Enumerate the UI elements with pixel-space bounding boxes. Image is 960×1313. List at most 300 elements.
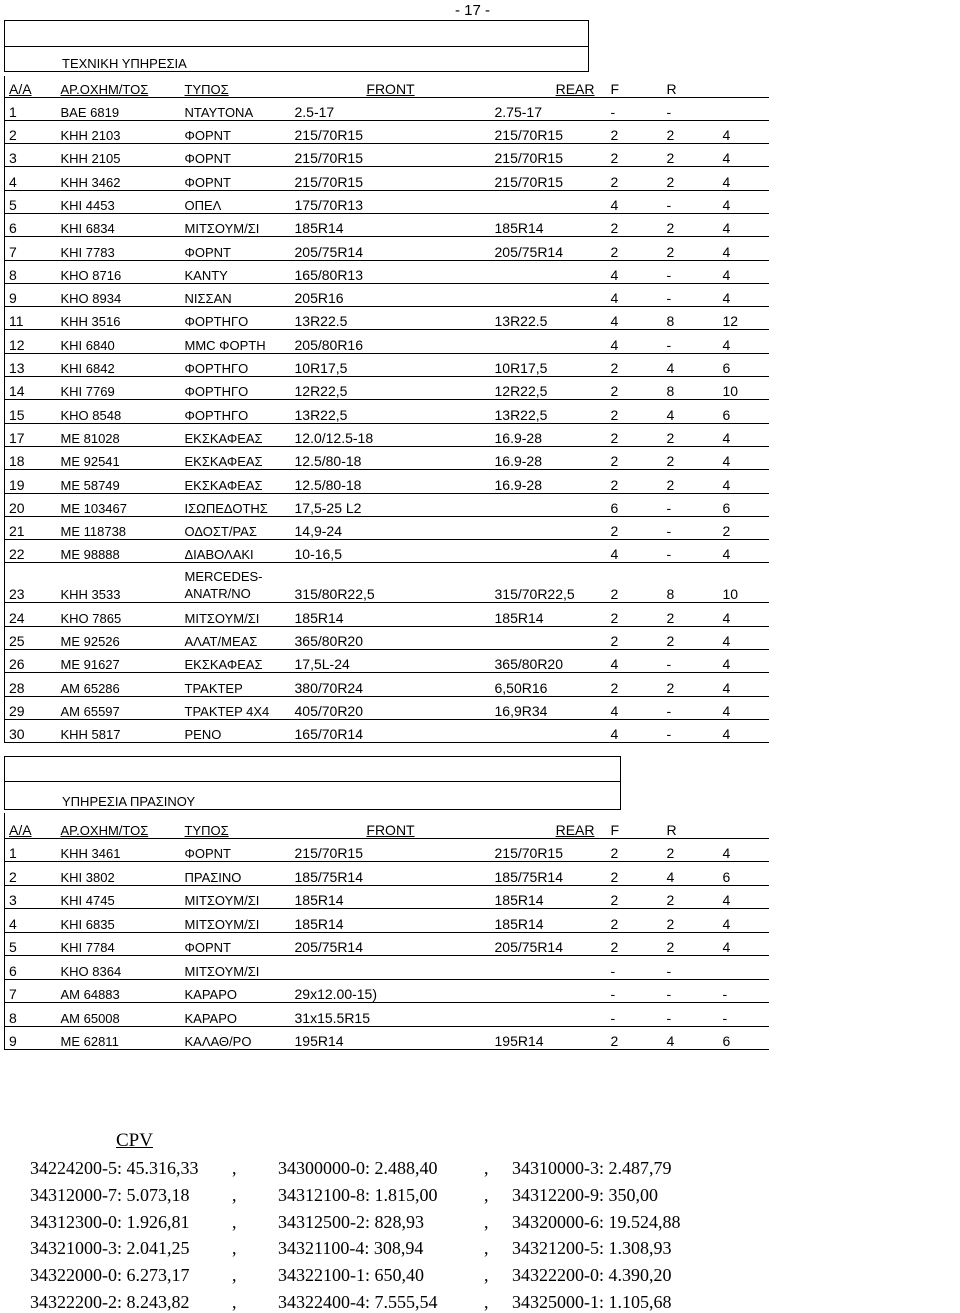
cell-r: 8	[659, 563, 715, 603]
cpv-entry: 34322000-0: 6.273,17	[30, 1265, 190, 1286]
cell-rear: 13R22.5	[487, 307, 603, 330]
cell-plate: ΚΗΗ 3516	[53, 307, 177, 330]
cell-plate: ΚΗΟ 8716	[53, 260, 177, 283]
cell-plate: ΜΕ 62811	[53, 1026, 177, 1050]
cell-front: 380/70R24	[287, 673, 487, 696]
cell-total: 4	[715, 260, 769, 283]
cell-rear: 16.9-28	[487, 446, 603, 469]
header-rear	[487, 813, 603, 838]
cell-type: ΜΜC ΦΟΡΤΗ	[177, 330, 287, 353]
cpv-entry: 34312100-8: 1.815,00	[278, 1184, 438, 1205]
cpv-separator: ,	[484, 1292, 489, 1312]
cell-plate: ΚΗΙ 6834	[53, 213, 177, 236]
cell-r: -	[659, 956, 715, 980]
cell-f: 2	[603, 423, 659, 446]
cell-aa: 11	[5, 307, 53, 330]
table-row	[5, 446, 769, 469]
cell-r: 2	[659, 144, 715, 167]
cell-aa: 4	[5, 167, 53, 190]
cell-type: ΤΡΑΚΤΕΡ	[177, 673, 287, 696]
cell-rear	[487, 190, 603, 213]
cell-plate: ΜΕ 103467	[53, 493, 177, 516]
cell-total: 4	[715, 423, 769, 446]
header-f-label: F	[610, 80, 620, 97]
cell-total	[715, 956, 769, 980]
cell-type: ΦΟΡΝΤ	[177, 167, 287, 190]
page-number: - 17 -	[455, 2, 491, 19]
cell-f: 2	[603, 1026, 659, 1050]
cell-r: -	[659, 979, 715, 1003]
cell-plate: ΜΕ 98888	[53, 540, 177, 563]
cell-aa: 7	[5, 237, 53, 260]
cell-rear	[487, 979, 603, 1003]
cell-type: ΜΙΤΣΟΥΜ/ΣΙ	[177, 956, 287, 980]
cell-plate: ΚΗΙ 4453	[53, 190, 177, 213]
header-plate	[53, 76, 177, 97]
cell-rear	[487, 493, 603, 516]
cell-rear: 365/80R20	[487, 650, 603, 673]
table-row	[5, 862, 769, 886]
cell-rear: 185R14	[487, 213, 603, 236]
cell-r: 2	[659, 909, 715, 933]
cell-front: 2.5-17	[287, 97, 487, 120]
header-total	[715, 76, 769, 97]
cell-total: 6	[715, 862, 769, 886]
cell-r: -	[659, 650, 715, 673]
cpv-entry: 34224200-5: 45.316,33	[30, 1158, 199, 1178]
cell-front: 13R22,5	[287, 400, 487, 423]
table-row	[5, 190, 769, 213]
table-row	[5, 423, 769, 446]
cell-r: 2	[659, 603, 715, 626]
cell-aa: 24	[5, 603, 53, 626]
cell-total: 4	[715, 540, 769, 563]
cell-plate: ΜΕ 58749	[53, 470, 177, 493]
cell-plate: ΜΕ 91627	[53, 650, 177, 673]
cell-front: 215/70R15	[287, 838, 487, 862]
table-row	[5, 1003, 769, 1027]
cell-r: 4	[659, 1026, 715, 1050]
cell-r: 8	[659, 377, 715, 400]
cell-type: ΦΟΡΝΤ	[177, 144, 287, 167]
cell-rear: 16.9-28	[487, 423, 603, 446]
cell-rear	[487, 260, 603, 283]
cell-total: 4	[715, 673, 769, 696]
table-row	[5, 493, 769, 516]
cell-plate: ΚΗΙ 4745	[53, 885, 177, 909]
cell-total: 4	[715, 885, 769, 909]
table-row	[5, 673, 769, 696]
cell-type: ΦΟΡΤΗΓΟ	[177, 353, 287, 376]
cell-type: MERCEDES- ANATR/NO	[177, 563, 287, 603]
cell-plate: ΚΗΙ 6840	[53, 330, 177, 353]
cell-front: 14,9-24	[287, 516, 487, 539]
cell-total	[715, 97, 769, 120]
cell-r: 2	[659, 213, 715, 236]
cpv-entry: 34322200-2: 8.243,82	[30, 1292, 190, 1312]
cell-front: 17,5-25 L2	[287, 493, 487, 516]
cell-plate: ΚΗΟ 7865	[53, 603, 177, 626]
cell-type: ΜΙΤΣΟΥΜ/ΣΙ	[177, 213, 287, 236]
cell-r: -	[659, 97, 715, 120]
cell-plate: ΚΗΙ 6835	[53, 909, 177, 933]
header-r	[659, 76, 715, 97]
cell-front: 215/70R15	[287, 167, 487, 190]
cell-total: 12	[715, 307, 769, 330]
cell-r: -	[659, 493, 715, 516]
cell-rear: 205/75R14	[487, 237, 603, 260]
cell-f: 2	[603, 377, 659, 400]
cell-rear: 10R17,5	[487, 353, 603, 376]
cell-total: -	[715, 1003, 769, 1027]
cell-f: 4	[603, 190, 659, 213]
cell-plate: ΜΕ 118738	[53, 516, 177, 539]
cell-r: -	[659, 516, 715, 539]
table-row	[5, 120, 769, 143]
cell-f: 2	[603, 516, 659, 539]
cpv-entry: 34321000-3: 2.041,25	[30, 1238, 190, 1259]
cell-f: 2	[603, 603, 659, 626]
cell-f: 2	[603, 167, 659, 190]
table-row	[5, 603, 769, 626]
cell-total: -	[715, 979, 769, 1003]
cell-total: 4	[715, 167, 769, 190]
cell-plate: ΚΗΟ 8934	[53, 283, 177, 306]
cell-f: 4	[603, 719, 659, 742]
cell-aa: 17	[5, 423, 53, 446]
cell-front	[287, 956, 487, 980]
header-front	[287, 813, 487, 838]
cell-aa: 8	[5, 260, 53, 283]
cell-front: 205/80R16	[287, 330, 487, 353]
cell-rear: 205/75R14	[487, 932, 603, 956]
table-row	[5, 540, 769, 563]
cell-rear: 12R22,5	[487, 377, 603, 400]
section2-table	[4, 813, 769, 1050]
cell-aa: 9	[5, 1026, 53, 1050]
cell-f: 4	[603, 696, 659, 719]
cpv-separator: ,	[232, 1211, 237, 1232]
cell-type: ΦΟΡΤΗΓΟ	[177, 307, 287, 330]
cell-rear: 16.9-28	[487, 470, 603, 493]
cell-aa: 22	[5, 540, 53, 563]
cell-front: 185R14	[287, 885, 487, 909]
cell-type: ΚΑΡΑΡΟ	[177, 979, 287, 1003]
cell-type: ΚΑΛΑΘ/ΡΟ	[177, 1026, 287, 1050]
table-row	[5, 330, 769, 353]
cell-plate: ΚΗΗ 3461	[53, 838, 177, 862]
cell-total: 4	[715, 603, 769, 626]
cell-type: ΕΚΣΚΑΦΕΑΣ	[177, 470, 287, 493]
cell-total: 4	[715, 144, 769, 167]
cell-f: 2	[603, 673, 659, 696]
cell-front: 12R22,5	[287, 377, 487, 400]
cell-aa: 8	[5, 1003, 53, 1027]
cell-r: 4	[659, 353, 715, 376]
cell-rear: 215/70R15	[487, 144, 603, 167]
header-front-label: FRONT	[366, 80, 415, 97]
cell-front: 205R16	[287, 283, 487, 306]
cell-r: 2	[659, 470, 715, 493]
table-row	[5, 979, 769, 1003]
table-row	[5, 260, 769, 283]
cell-r: 8	[659, 307, 715, 330]
cell-r: 2	[659, 446, 715, 469]
cell-r: -	[659, 719, 715, 742]
cell-plate: ΚΗΗ 5817	[53, 719, 177, 742]
table-header-row	[5, 76, 769, 97]
cpv-separator: ,	[232, 1265, 237, 1286]
cell-plate: ΚΗΗ 3533	[53, 563, 177, 603]
cell-f: 2	[603, 885, 659, 909]
cell-total: 4	[715, 838, 769, 862]
cpv-entry: 34312500-2: 828,93	[278, 1211, 424, 1232]
cell-rear: 185R14	[487, 909, 603, 933]
cell-plate: ΜΕ 81028	[53, 423, 177, 446]
cell-total: 10	[715, 377, 769, 400]
cell-total: 4	[715, 190, 769, 213]
cell-aa: 6	[5, 956, 53, 980]
cell-r: 2	[659, 885, 715, 909]
cell-f: 4	[603, 260, 659, 283]
cell-f: 2	[603, 353, 659, 376]
cell-f: 4	[603, 307, 659, 330]
cell-plate: ΚΗΙ 7783	[53, 237, 177, 260]
cell-type: ΔΙΑΒΟΛΑΚΙ	[177, 540, 287, 563]
cell-f: 2	[603, 213, 659, 236]
cell-front: 10R17,5	[287, 353, 487, 376]
cell-type: ΕΚΣΚΑΦΕΑΣ	[177, 650, 287, 673]
cell-total: 4	[715, 213, 769, 236]
header-total	[715, 813, 769, 838]
table-row	[5, 932, 769, 956]
cell-aa: 7	[5, 979, 53, 1003]
cell-total: 4	[715, 237, 769, 260]
cell-plate: ΚΗΙ 7769	[53, 377, 177, 400]
cell-aa: 21	[5, 516, 53, 539]
cell-front: 165/80R13	[287, 260, 487, 283]
cell-total: 4	[715, 470, 769, 493]
cell-plate: ΒΑΕ 6819	[53, 97, 177, 120]
cell-rear: 215/70R15	[487, 120, 603, 143]
cell-f: 4	[603, 650, 659, 673]
cell-front: 215/70R15	[287, 120, 487, 143]
cpv-separator: ,	[232, 1184, 237, 1205]
header-aa-label: Α/Α	[9, 821, 32, 838]
cell-rear	[487, 540, 603, 563]
cell-r: -	[659, 696, 715, 719]
cell-type: ΕΚΣΚΑΦΕΑΣ	[177, 446, 287, 469]
cell-front: 12.0/12.5-18	[287, 423, 487, 446]
cpv-entry: 34322100-1: 650,40	[278, 1265, 424, 1286]
table-header-row	[5, 813, 769, 838]
cpv-entry: 34300000-0: 2.488,40	[278, 1158, 438, 1178]
table-row	[5, 838, 769, 862]
cpv-separator: ,	[232, 1292, 237, 1312]
cell-total: 4	[715, 932, 769, 956]
cell-r: 2	[659, 932, 715, 956]
cell-f: 2	[603, 400, 659, 423]
table-row	[5, 97, 769, 120]
cell-front: 31x15.5R15	[287, 1003, 487, 1027]
cell-front: 205/75R14	[287, 237, 487, 260]
header-aa	[5, 813, 53, 838]
cell-plate: ΚΗΗ 3462	[53, 167, 177, 190]
table-row	[5, 470, 769, 493]
cell-total: 10	[715, 563, 769, 603]
cell-r: 2	[659, 626, 715, 649]
section1-table	[4, 76, 769, 743]
cell-aa: 15	[5, 400, 53, 423]
cell-plate: ΑΜ 65597	[53, 696, 177, 719]
cell-total: 4	[715, 719, 769, 742]
cell-r: 2	[659, 167, 715, 190]
table-row	[5, 167, 769, 190]
header-rear-label: REAR	[555, 821, 595, 838]
table-row	[5, 909, 769, 933]
cell-aa: 5	[5, 190, 53, 213]
cell-plate: ΜΕ 92541	[53, 446, 177, 469]
cell-f: 4	[603, 540, 659, 563]
cell-aa: 3	[5, 885, 53, 909]
cell-type: ΚΑΡΑΡΟ	[177, 1003, 287, 1027]
cpv-entry: 34312000-7: 5.073,18	[30, 1184, 190, 1205]
cell-aa: 19	[5, 470, 53, 493]
cell-r: 4	[659, 862, 715, 886]
cell-rear: 6,50R16	[487, 673, 603, 696]
cell-front: 175/70R13	[287, 190, 487, 213]
table-row	[5, 650, 769, 673]
cell-type: ΑΛΑΤ/ΜΕΑΣ	[177, 626, 287, 649]
cell-front: 185/75R14	[287, 862, 487, 886]
cpv-entry: 34322400-4: 7.555,54	[278, 1292, 438, 1312]
table-row	[5, 353, 769, 376]
cell-rear	[487, 330, 603, 353]
cell-rear	[487, 1003, 603, 1027]
cell-front: 185R14	[287, 603, 487, 626]
header-plate-label: ΑΡ.ΟΧΗΜ/ΤΟΣ	[60, 822, 149, 838]
table-row	[5, 213, 769, 236]
cell-rear: 195R14	[487, 1026, 603, 1050]
cell-r: -	[659, 540, 715, 563]
cell-plate: ΚΗΙ 6842	[53, 353, 177, 376]
cell-rear	[487, 626, 603, 649]
cell-front: 215/70R15	[287, 144, 487, 167]
cell-front: 405/70R20	[287, 696, 487, 719]
header-plate-label: ΑΡ.ΟΧΗΜ/ΤΟΣ	[60, 81, 149, 97]
cell-front: 205/75R14	[287, 932, 487, 956]
table-row	[5, 237, 769, 260]
cell-aa: 2	[5, 862, 53, 886]
cell-type: ΦΟΡΝΤ	[177, 120, 287, 143]
section2-title: ΥΠΗΡΕΣΙΑ ΠΡΑΣΙΝΟΥ	[62, 794, 196, 809]
cell-f: 2	[603, 626, 659, 649]
cpv-entry: 34312200-9: 350,00	[512, 1184, 658, 1205]
cell-f: 6	[603, 493, 659, 516]
cell-type: ΟΔΟΣΤ/ΡΑΣ	[177, 516, 287, 539]
cell-plate: ΚΗΟ 8364	[53, 956, 177, 980]
cell-type: ΦΟΡΝΤ	[177, 838, 287, 862]
cell-f: -	[603, 979, 659, 1003]
table-row	[5, 885, 769, 909]
cell-rear	[487, 283, 603, 306]
cell-type: ΜΙΤΣΟΥΜ/ΣΙ	[177, 603, 287, 626]
cell-plate: ΚΗΗ 2105	[53, 144, 177, 167]
cell-f: 4	[603, 283, 659, 306]
cell-aa: 1	[5, 838, 53, 862]
section1-header-box-top	[4, 20, 589, 46]
cell-plate: ΚΗΙ 7784	[53, 932, 177, 956]
header-r	[659, 813, 715, 838]
cell-f: -	[603, 97, 659, 120]
cell-type: ΝΙΣΣΑΝ	[177, 283, 287, 306]
cell-front: 17,5L-24	[287, 650, 487, 673]
cell-aa: 14	[5, 377, 53, 400]
cell-rear: 16,9R34	[487, 696, 603, 719]
cell-f: 2	[603, 470, 659, 493]
cell-type: ΦΟΡΤΗΓΟ	[177, 377, 287, 400]
cell-total: 6	[715, 353, 769, 376]
cell-r: 2	[659, 673, 715, 696]
cpv-title-text: CPV	[116, 1130, 153, 1151]
header-f-label: F	[610, 821, 620, 838]
header-type	[177, 813, 287, 838]
cpv-entry: 34325000-1: 1.105,68	[512, 1292, 672, 1312]
cell-front: 365/80R20	[287, 626, 487, 649]
cell-f: 4	[603, 330, 659, 353]
table-row	[5, 563, 769, 603]
cell-plate: ΜΕ 92526	[53, 626, 177, 649]
cell-front: 12.5/80-18	[287, 470, 487, 493]
cpv-entry: 34321200-5: 1.308,93	[512, 1238, 672, 1259]
cell-front: 12.5/80-18	[287, 446, 487, 469]
cell-f: 2	[603, 120, 659, 143]
cell-f: -	[603, 1003, 659, 1027]
cell-aa: 2	[5, 120, 53, 143]
cpv-entry: 34321100-4: 308,94	[278, 1238, 424, 1259]
cell-aa: 29	[5, 696, 53, 719]
table-row	[5, 719, 769, 742]
cell-total: 6	[715, 493, 769, 516]
header-aa-label: Α/Α	[9, 80, 32, 97]
cell-aa: 6	[5, 213, 53, 236]
cell-total: 6	[715, 1026, 769, 1050]
cpv-separator: ,	[232, 1158, 237, 1178]
cell-aa: 13	[5, 353, 53, 376]
cell-front: 195R14	[287, 1026, 487, 1050]
header-aa	[5, 76, 53, 97]
cell-rear: 215/70R15	[487, 838, 603, 862]
cpv-separator: ,	[484, 1158, 489, 1178]
table-row	[5, 1026, 769, 1050]
cell-total: 4	[715, 446, 769, 469]
header-type	[177, 76, 287, 97]
header-rear	[487, 76, 603, 97]
table-row	[5, 400, 769, 423]
cell-aa: 30	[5, 719, 53, 742]
cell-front: 185R14	[287, 909, 487, 933]
cell-type: ΝΤΑΥΤΟΝΑ	[177, 97, 287, 120]
cell-f: 2	[603, 909, 659, 933]
cell-total: 4	[715, 696, 769, 719]
cell-rear: 185/75R14	[487, 862, 603, 886]
cell-f: 2	[603, 862, 659, 886]
cell-aa: 3	[5, 144, 53, 167]
cell-aa: 20	[5, 493, 53, 516]
cell-plate: ΚΗΟ 8548	[53, 400, 177, 423]
cell-aa: 25	[5, 626, 53, 649]
cell-type: ΜΙΤΣΟΥΜ/ΣΙ	[177, 885, 287, 909]
